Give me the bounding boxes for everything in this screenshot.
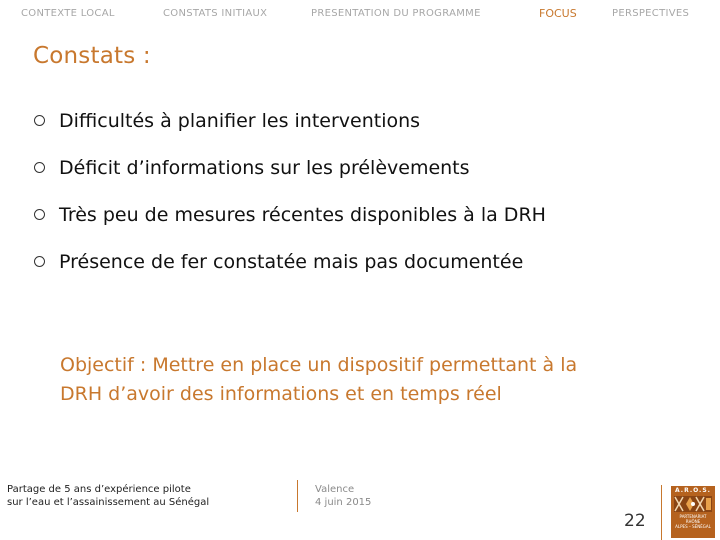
list-item <box>34 144 674 191</box>
footer-caption-line-2: sur l’eau et l’assainissement au Sénégal <box>7 497 210 508</box>
nav-item-presentation-programme[interactable]: PRESENTATION DU PROGRAMME <box>311 8 481 19</box>
aros-logo <box>671 486 715 538</box>
circle-bullet-icon <box>34 115 45 126</box>
circle-bullet-icon <box>34 256 45 267</box>
bullet-text: Difficultés à planifier les interventions <box>59 109 421 132</box>
bullet-list <box>34 97 674 285</box>
objective-line-2: DRH d’avoir des informations et en temps réel <box>60 383 502 405</box>
bullet-text: Déficit d’informations sur les prélèvements <box>59 156 470 179</box>
logo-pattern-icon <box>674 496 712 512</box>
footer-date: 4 juin 2015 <box>315 497 372 508</box>
objective-line-1: Objectif : Mettre en place un dispositif permettant à la <box>60 354 578 376</box>
logo-acronym: A.R.O.S. <box>675 487 711 494</box>
logo-caption-line-2: ALPES – SÉNÉGAL <box>675 524 711 529</box>
footer-location: Valence <box>315 484 355 495</box>
list-item <box>34 97 674 144</box>
circle-bullet-icon <box>34 162 45 173</box>
footer-event <box>315 483 371 509</box>
nav-item-contexte-local[interactable]: CONTEXTE LOCAL <box>21 8 115 19</box>
slide-footer <box>0 470 720 540</box>
objective-text <box>60 351 670 409</box>
list-item <box>34 191 674 238</box>
top-navigation <box>0 0 720 32</box>
bullet-text: Très peu de mesures récentes disponibles à la DRH <box>59 203 546 226</box>
footer-divider <box>297 480 298 512</box>
footer-caption <box>7 483 209 509</box>
nav-item-perspectives[interactable]: PERSPECTIVES <box>612 8 690 19</box>
slide-title: Constats : <box>33 43 151 69</box>
nav-item-constats-initiaux[interactable]: CONSTATS INITIAUX <box>163 8 268 19</box>
bullet-text: Présence de fer constatée mais pas documentée <box>59 250 524 273</box>
footer-divider-right <box>661 485 662 540</box>
logo-caption-line-1: PARTENARIAT RHÔNE <box>679 514 707 524</box>
page-number: 22 <box>624 511 646 531</box>
nav-item-focus[interactable]: FOCUS <box>539 7 577 20</box>
list-item <box>34 238 674 285</box>
footer-caption-line-1: Partage de 5 ans d’expérience pilote <box>7 484 191 495</box>
logo-caption <box>673 514 713 529</box>
circle-bullet-icon <box>34 209 45 220</box>
